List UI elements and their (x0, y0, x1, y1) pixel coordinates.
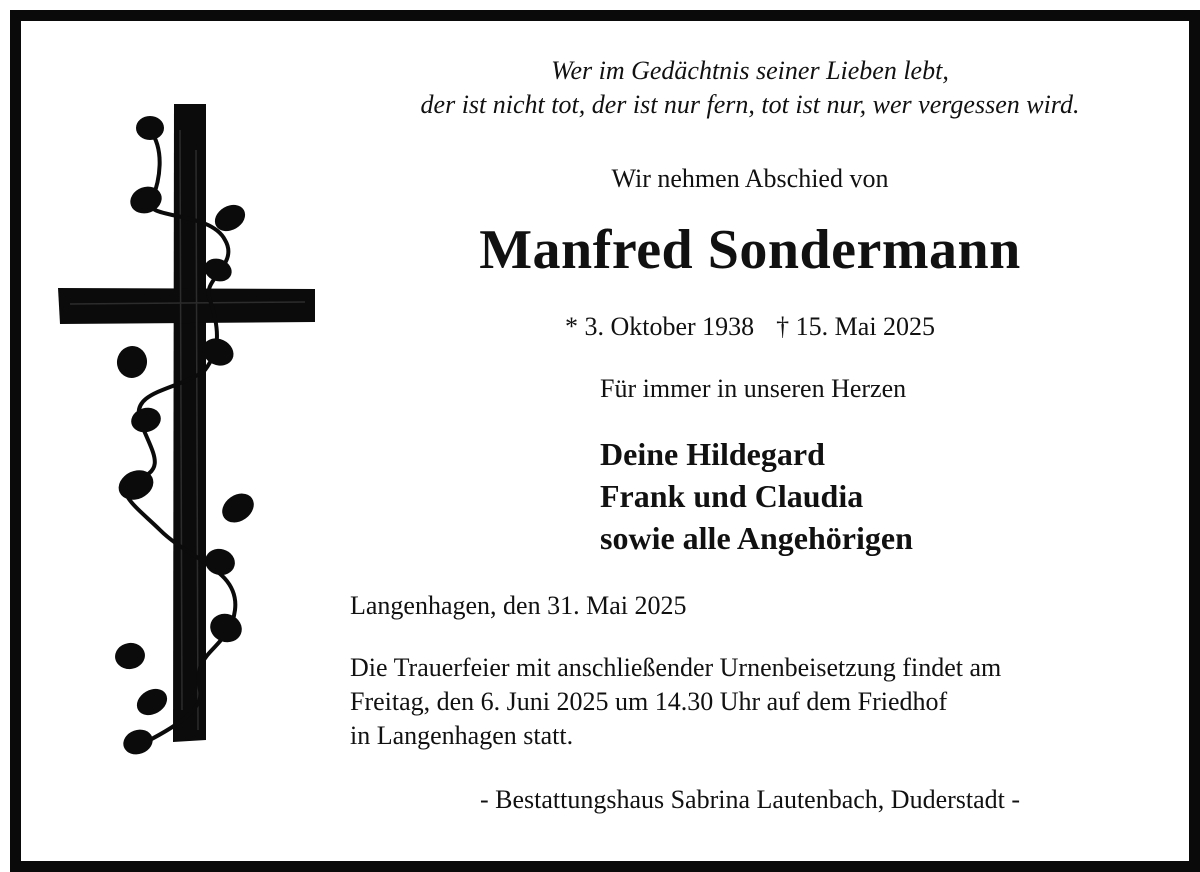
ceremony-notice (350, 651, 1001, 753)
life-dates (350, 312, 1150, 342)
mourners-list (600, 433, 913, 559)
ceremony-line: in Langenhagen statt. (350, 721, 574, 750)
mourner-line: sowie alle Angehörigen (600, 520, 913, 556)
heart-line: Für immer in unseren Herzen (600, 374, 907, 403)
death-date: † 15. Mai 2025 (776, 312, 936, 341)
deceased-name: Manfred Sondermann (479, 219, 1021, 281)
place-and-date: Langenhagen, den 31. Mai 2025 (350, 591, 687, 620)
memorial-quote-line-1: Wer im Gedächtnis seiner Lieben lebt, (551, 56, 949, 85)
mourner-line: Deine Hildegard (600, 436, 825, 472)
undertaker-credit: - Bestattungshaus Sabrina Lautenbach, Duderstadt - (479, 785, 1021, 814)
mourner-line: Frank und Claudia (600, 478, 864, 514)
birth-date: * 3. Oktober 1938 (564, 312, 755, 341)
ceremony-line: Freitag, den 6. Juni 2025 um 14.30 Uhr auf dem Friedhof (350, 687, 948, 716)
cross-with-ivy-icon (40, 90, 315, 770)
farewell-intro: Wir nehmen Abschied von (611, 164, 889, 193)
ceremony-line: Die Trauerfeier mit anschließender Urnenbeisetzung findet am (350, 653, 1002, 682)
memorial-quote-line-2: der ist nicht tot, der ist nur fern, tot ist nur, wer vergessen wird. (420, 90, 1080, 119)
